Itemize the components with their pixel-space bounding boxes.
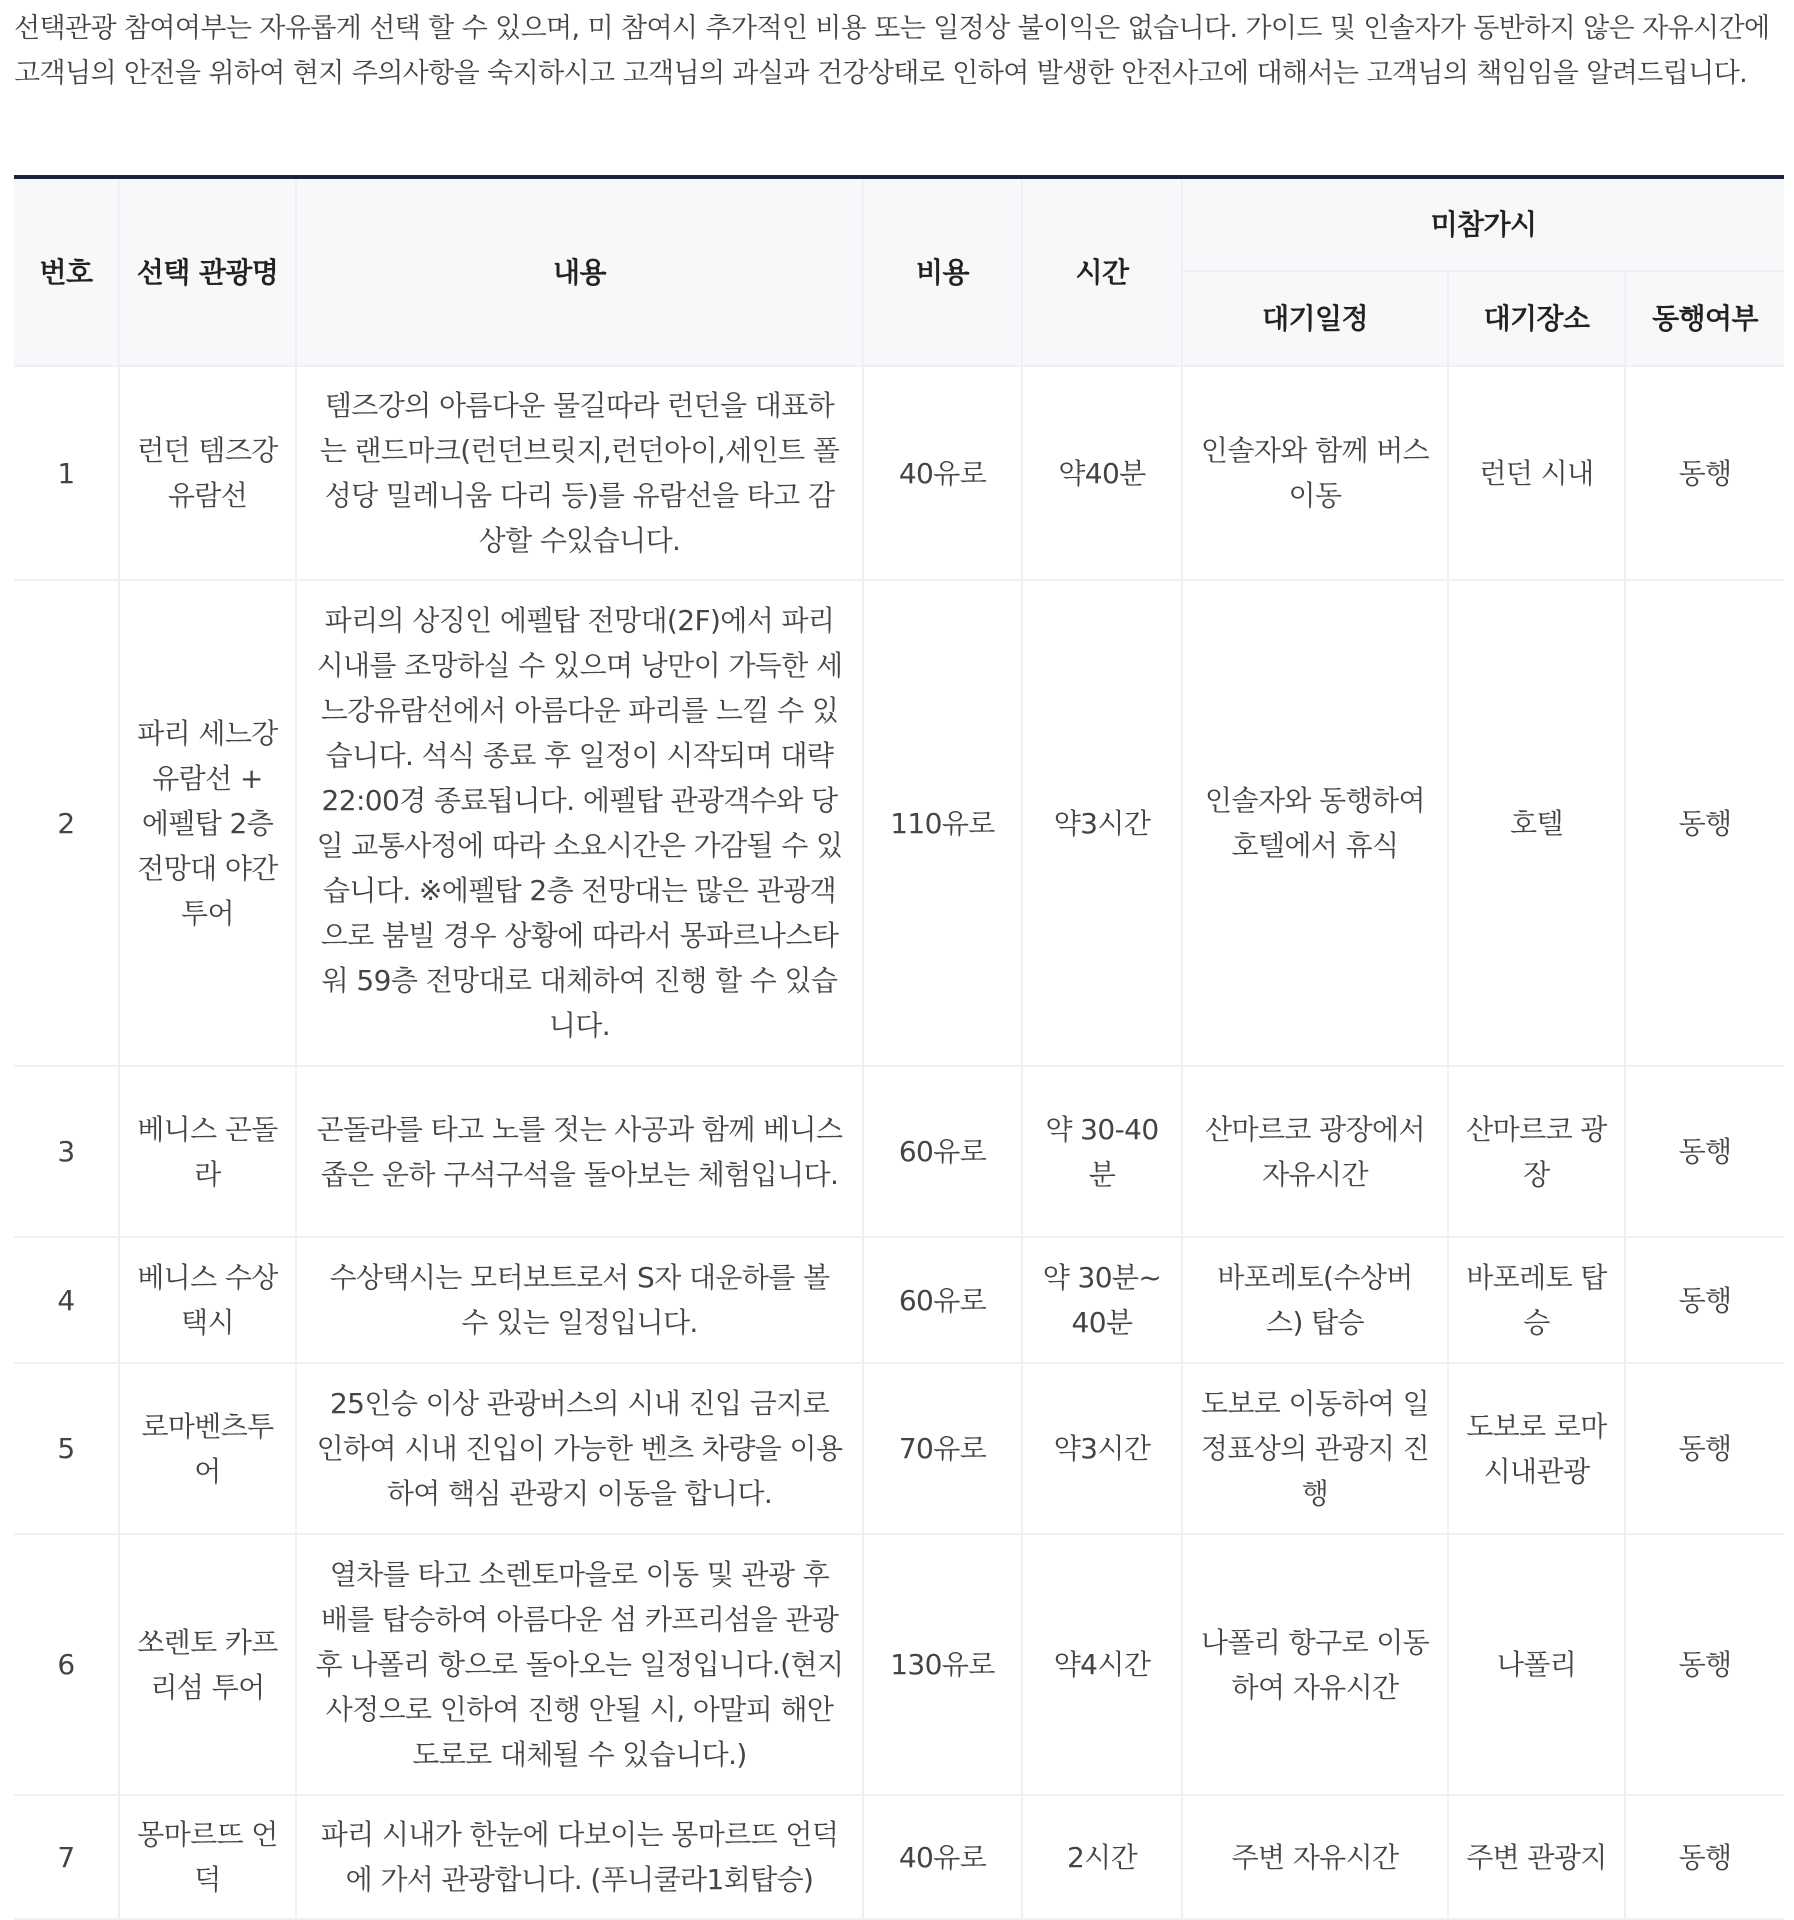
cell-cost: 40유로 xyxy=(863,1795,1022,1919)
cell-accompany: 동행 xyxy=(1625,1363,1784,1534)
cell-name: 베니스 수상택시 xyxy=(119,1237,296,1363)
cell-no: 6 xyxy=(14,1534,119,1795)
cell-time: 약 30분~40분 xyxy=(1022,1237,1182,1363)
cell-wait-schedule: 산마르코 광장에서 자유시간 xyxy=(1182,1066,1448,1237)
cell-content: 수상택시는 모터보트로서 S자 대운하를 볼 수 있는 일정입니다. xyxy=(296,1237,863,1363)
header-name: 선택 관광명 xyxy=(119,177,296,366)
header-accompany: 동행여부 xyxy=(1625,271,1784,366)
cell-cost: 60유로 xyxy=(863,1066,1022,1237)
cell-no: 4 xyxy=(14,1237,119,1363)
cell-name: 파리 세느강 유람선 + 에펠탑 2층 전망대 야간 투어 xyxy=(119,580,296,1066)
cell-no: 3 xyxy=(14,1066,119,1237)
cell-cost: 40유로 xyxy=(863,366,1022,580)
cell-wait-place: 주변 관광지 xyxy=(1448,1795,1625,1919)
cell-no: 1 xyxy=(14,366,119,580)
cell-cost: 60유로 xyxy=(863,1237,1022,1363)
cell-wait-schedule: 도보로 이동하여 일정표상의 관광지 진행 xyxy=(1182,1363,1448,1534)
table-row xyxy=(14,580,1784,1066)
cell-no: 5 xyxy=(14,1363,119,1534)
cell-name: 몽마르뜨 언덕 xyxy=(119,1795,296,1919)
cell-no: 2 xyxy=(14,580,119,1066)
cell-no: 7 xyxy=(14,1795,119,1919)
header-nonparticipation: 미참가시 xyxy=(1182,177,1784,271)
cell-accompany: 동행 xyxy=(1625,1534,1784,1795)
header-no: 번호 xyxy=(14,177,119,366)
cell-wait-schedule: 나폴리 항구로 이동하여 자유시간 xyxy=(1182,1534,1448,1795)
cell-content: 25인승 이상 관광버스의 시내 진입 금지로 인하여 시내 진입이 가능한 벤츠 차량을 이용하여 핵심 관광지 이동을 합니다. xyxy=(296,1363,863,1534)
table-row xyxy=(14,1237,1784,1363)
cell-wait-schedule: 인솔자와 함께 버스 이동 xyxy=(1182,366,1448,580)
cell-accompany: 동행 xyxy=(1625,1066,1784,1237)
cell-accompany: 동행 xyxy=(1625,1795,1784,1919)
cell-wait-place: 산마르코 광장 xyxy=(1448,1066,1625,1237)
cell-wait-schedule: 인솔자와 동행하여 호텔에서 휴식 xyxy=(1182,580,1448,1066)
cell-content: 파리의 상징인 에펠탑 전망대(2F)에서 파리시내를 조망하실 수 있으며 낭만이 가득한 세느강유람선에서 아름다운 파리를 느낄 수 있습니다. 석식 종료 후 일정이 시작되며 대략 22:00경 종료됩니다. 에펠탑 관광객수와 당일 교통사정에 따라 소요시간은 가감될 수 있습니다. ※에펠탑 2층 전망대는 많은 관광객으로 붐빌 경우 상황에 따라서 몽파르나스타워 59층 전망대로 대체하여 진행 할 수 있습니다. xyxy=(296,580,863,1066)
header-time: 시간 xyxy=(1022,177,1182,366)
cell-content: 파리 시내가 한눈에 다보이는 몽마르뜨 언덕에 가서 관광합니다. (푸니쿨라1회탑승) xyxy=(296,1795,863,1919)
table-row xyxy=(14,1363,1784,1534)
cell-cost: 70유로 xyxy=(863,1363,1022,1534)
cell-wait-schedule: 바포레토(수상버스) 탑승 xyxy=(1182,1237,1448,1363)
cell-name: 베니스 곤돌라 xyxy=(119,1066,296,1237)
header-cost: 비용 xyxy=(863,177,1022,366)
cell-name: 로마벤츠투어 xyxy=(119,1363,296,1534)
table-row xyxy=(14,1534,1784,1795)
cell-time: 약 30-40분 xyxy=(1022,1066,1182,1237)
cell-accompany: 동행 xyxy=(1625,366,1784,580)
cell-content: 곤돌라를 타고 노를 젓는 사공과 함께 베니스 좁은 운하 구석구석을 돌아보는 체험입니다. xyxy=(296,1066,863,1237)
cell-name: 런던 템즈강 유람선 xyxy=(119,366,296,580)
cell-accompany: 동행 xyxy=(1625,580,1784,1066)
cell-cost: 130유로 xyxy=(863,1534,1022,1795)
cell-accompany: 동행 xyxy=(1625,1237,1784,1363)
header-wait-schedule: 대기일정 xyxy=(1182,271,1448,366)
cell-wait-place: 런던 시내 xyxy=(1448,366,1625,580)
cell-wait-place: 바포레토 탑승 xyxy=(1448,1237,1625,1363)
cell-time: 약4시간 xyxy=(1022,1534,1182,1795)
cell-time: 약40분 xyxy=(1022,366,1182,580)
cell-wait-schedule: 주변 자유시간 xyxy=(1182,1795,1448,1919)
table-row xyxy=(14,1795,1784,1919)
cell-wait-place: 나폴리 xyxy=(1448,1534,1625,1795)
cell-cost: 110유로 xyxy=(863,580,1022,1066)
optional-tour-table xyxy=(14,175,1784,1920)
header-content: 내용 xyxy=(296,177,863,366)
intro-notice: 선택관광 참여여부는 자유롭게 선택 할 수 있으며, 미 참여시 추가적인 비용 또는 일정상 불이익은 없습니다. 가이드 및 인솔자가 동반하지 않은 자유시간에 고객님의 안전을 위하여 현지 주의사항을 숙지하시고 고객님의 과실과 건강상태로 인하여 발생한 안전사고에 대해서는 고객님의 책임임을 알려드립니다. xyxy=(14,13,1770,89)
table-row xyxy=(14,1066,1784,1237)
cell-wait-place: 도보로 로마 시내관광 xyxy=(1448,1363,1625,1534)
header-wait-place: 대기장소 xyxy=(1448,271,1625,366)
cell-content: 템즈강의 아름다운 물길따라 런던을 대표하는 랜드마크(런던브릿지,런던아이,세인트 폴성당 밀레니움 다리 등)를 유람선을 타고 감상할 수있습니다. xyxy=(296,366,863,580)
header-row xyxy=(14,177,1784,271)
cell-time: 2시간 xyxy=(1022,1795,1182,1919)
cell-time: 약3시간 xyxy=(1022,1363,1182,1534)
cell-wait-place: 호텔 xyxy=(1448,580,1625,1066)
cell-time: 약3시간 xyxy=(1022,580,1182,1066)
cell-content: 열차를 타고 소렌토마을로 이동 및 관광 후 배를 탑승하여 아름다운 섬 카프리섬을 관광 후 나폴리 항으로 돌아오는 일정입니다.(현지사정으로 인하여 진행 안될 시, 아말피 해안도로로 대체될 수 있습니다.) xyxy=(296,1534,863,1795)
table-row xyxy=(14,366,1784,580)
cell-name: 쏘렌토 카프리섬 투어 xyxy=(119,1534,296,1795)
